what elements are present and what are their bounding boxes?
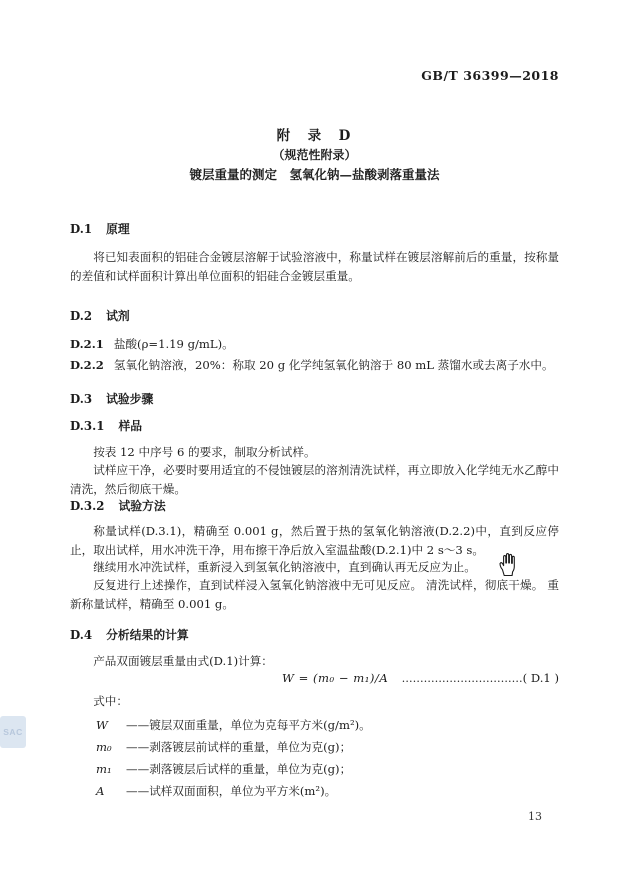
definition-row-m0 xyxy=(70,738,559,756)
page-number: 13 xyxy=(528,810,542,823)
appendix-type: （规范性附录） xyxy=(272,148,357,162)
formula-d1-expression: W = (m₀ − m₁)/A xyxy=(282,671,389,685)
section-d1-heading xyxy=(70,220,559,237)
clause-d21 xyxy=(70,335,559,354)
formula-d1-leader xyxy=(402,671,559,685)
clause-d32-title: 试验方法 xyxy=(118,499,166,513)
clause-d21-text: 盐酸(ρ=1.19 g/mL)。 xyxy=(113,337,234,351)
section-d2-heading xyxy=(70,307,559,324)
definition-symbol-a: A xyxy=(96,784,105,798)
hand-tool-cursor-icon xyxy=(496,551,520,577)
clause-d22-text: 氢氧化钠溶液，20%：称取 20 g 化学纯氢氧化钠溶于 80 mL 蒸馏水或去离子水中。 xyxy=(113,358,554,372)
section-d4-number: D.4 xyxy=(70,628,93,642)
clause-d22-number: D.2.2 xyxy=(70,358,104,372)
definition-desc-m0: ——剥落镀层前试样的重量，单位为克(g)； xyxy=(126,740,352,754)
definition-desc-a: ——试样双面面积，单位为平方米(m²)。 xyxy=(126,784,337,798)
section-d1-number: D.1 xyxy=(70,222,93,236)
definition-symbol-w: W xyxy=(96,718,108,732)
definition-row-m1 xyxy=(70,760,559,778)
sac-watermark-stamp xyxy=(0,716,26,748)
section-d1-title: 原理 xyxy=(106,222,130,236)
section-d3-title: 试验步骤 xyxy=(106,392,154,406)
section-d4-heading xyxy=(70,626,559,643)
appendix-title: 附 录 D xyxy=(276,128,353,144)
appendix-subject-title: 镀层重量的测定 氢氧化钠—盐酸剥落重量法 xyxy=(189,167,440,182)
clause-d32-number: D.3.2 xyxy=(70,499,105,513)
definition-row-a xyxy=(70,782,559,800)
section-d3-heading xyxy=(70,390,559,407)
definition-symbol-m1: m₁ xyxy=(96,762,112,776)
where-label: 式中： xyxy=(93,694,128,708)
clause-d32-heading xyxy=(70,497,559,514)
section-d4-intro: 产品双面镀层重量由式(D.1)计算： xyxy=(93,654,273,668)
sac-watermark-text: SAC xyxy=(3,727,23,737)
definition-desc-w: ——镀层双面重量，单位为克每平方米(g/m²)。 xyxy=(126,718,371,732)
section-d3-number: D.3 xyxy=(70,392,93,406)
definition-desc-m1: ——剥落镀层后试样的重量，单位为克(g)； xyxy=(126,762,352,776)
definition-symbol-m0: m₀ xyxy=(96,740,112,754)
section-d1-paragraph: 将已知表面积的铝硅合金镀层溶解于试验溶液中，称量试样在镀层溶解前后的重量，按称量的差值和试样面积计算出单位面积的铝硅合金镀层重量。 xyxy=(70,250,559,283)
clause-d31-heading xyxy=(70,417,559,434)
clause-d22 xyxy=(70,356,559,375)
section-d4-title: 分析结果的计算 xyxy=(106,628,189,642)
clause-d31-paragraph-2: 试样应干净，必要时要用适宜的不侵蚀镀层的溶剂清洗试样，再立即放入化学纯无水乙醇中清洗，然后彻底干燥。 xyxy=(70,463,559,496)
standard-code-header: GB/T 36399—2018 xyxy=(421,68,559,83)
clause-d21-number: D.2.1 xyxy=(70,337,104,351)
definition-row-w xyxy=(70,716,559,734)
clause-d32-paragraph-2: 继续用水冲洗试样，重新浸入到氢氧化钠溶液中，直到确认再无反应为止。 xyxy=(93,560,476,574)
clause-d32-paragraph-1: 称量试样(D.3.1)，精确至 0.001 g，然后置于热的氢氧化钠溶液(D.2.2)中，直到反应停止，取出试样，用水冲洗干净，用布擦干净后放入室温盐酸(D.2.1)中 2 s～3 s。 xyxy=(70,524,559,557)
section-d2-number: D.2 xyxy=(70,309,93,323)
clause-d32-paragraph-3: 反复进行上述操作，直到试样浸入氢氧化钠溶液中无可见反应。 清洗试样，彻底干燥。 重新称量试样，精确至 0.001 g。 xyxy=(70,578,559,611)
formula-d1-row xyxy=(70,671,559,685)
section-d2-title: 试剂 xyxy=(106,309,130,323)
formula-leader-dots: …………………………… xyxy=(401,672,523,685)
clause-d31-title: 样品 xyxy=(118,419,143,433)
clause-d31-paragraph-1: 按表 12 中序号 6 的要求，制取分析试样。 xyxy=(93,445,316,459)
clause-d31-number: D.3.1 xyxy=(70,419,105,433)
formula-d1-label: ( D.1 ) xyxy=(522,671,559,685)
